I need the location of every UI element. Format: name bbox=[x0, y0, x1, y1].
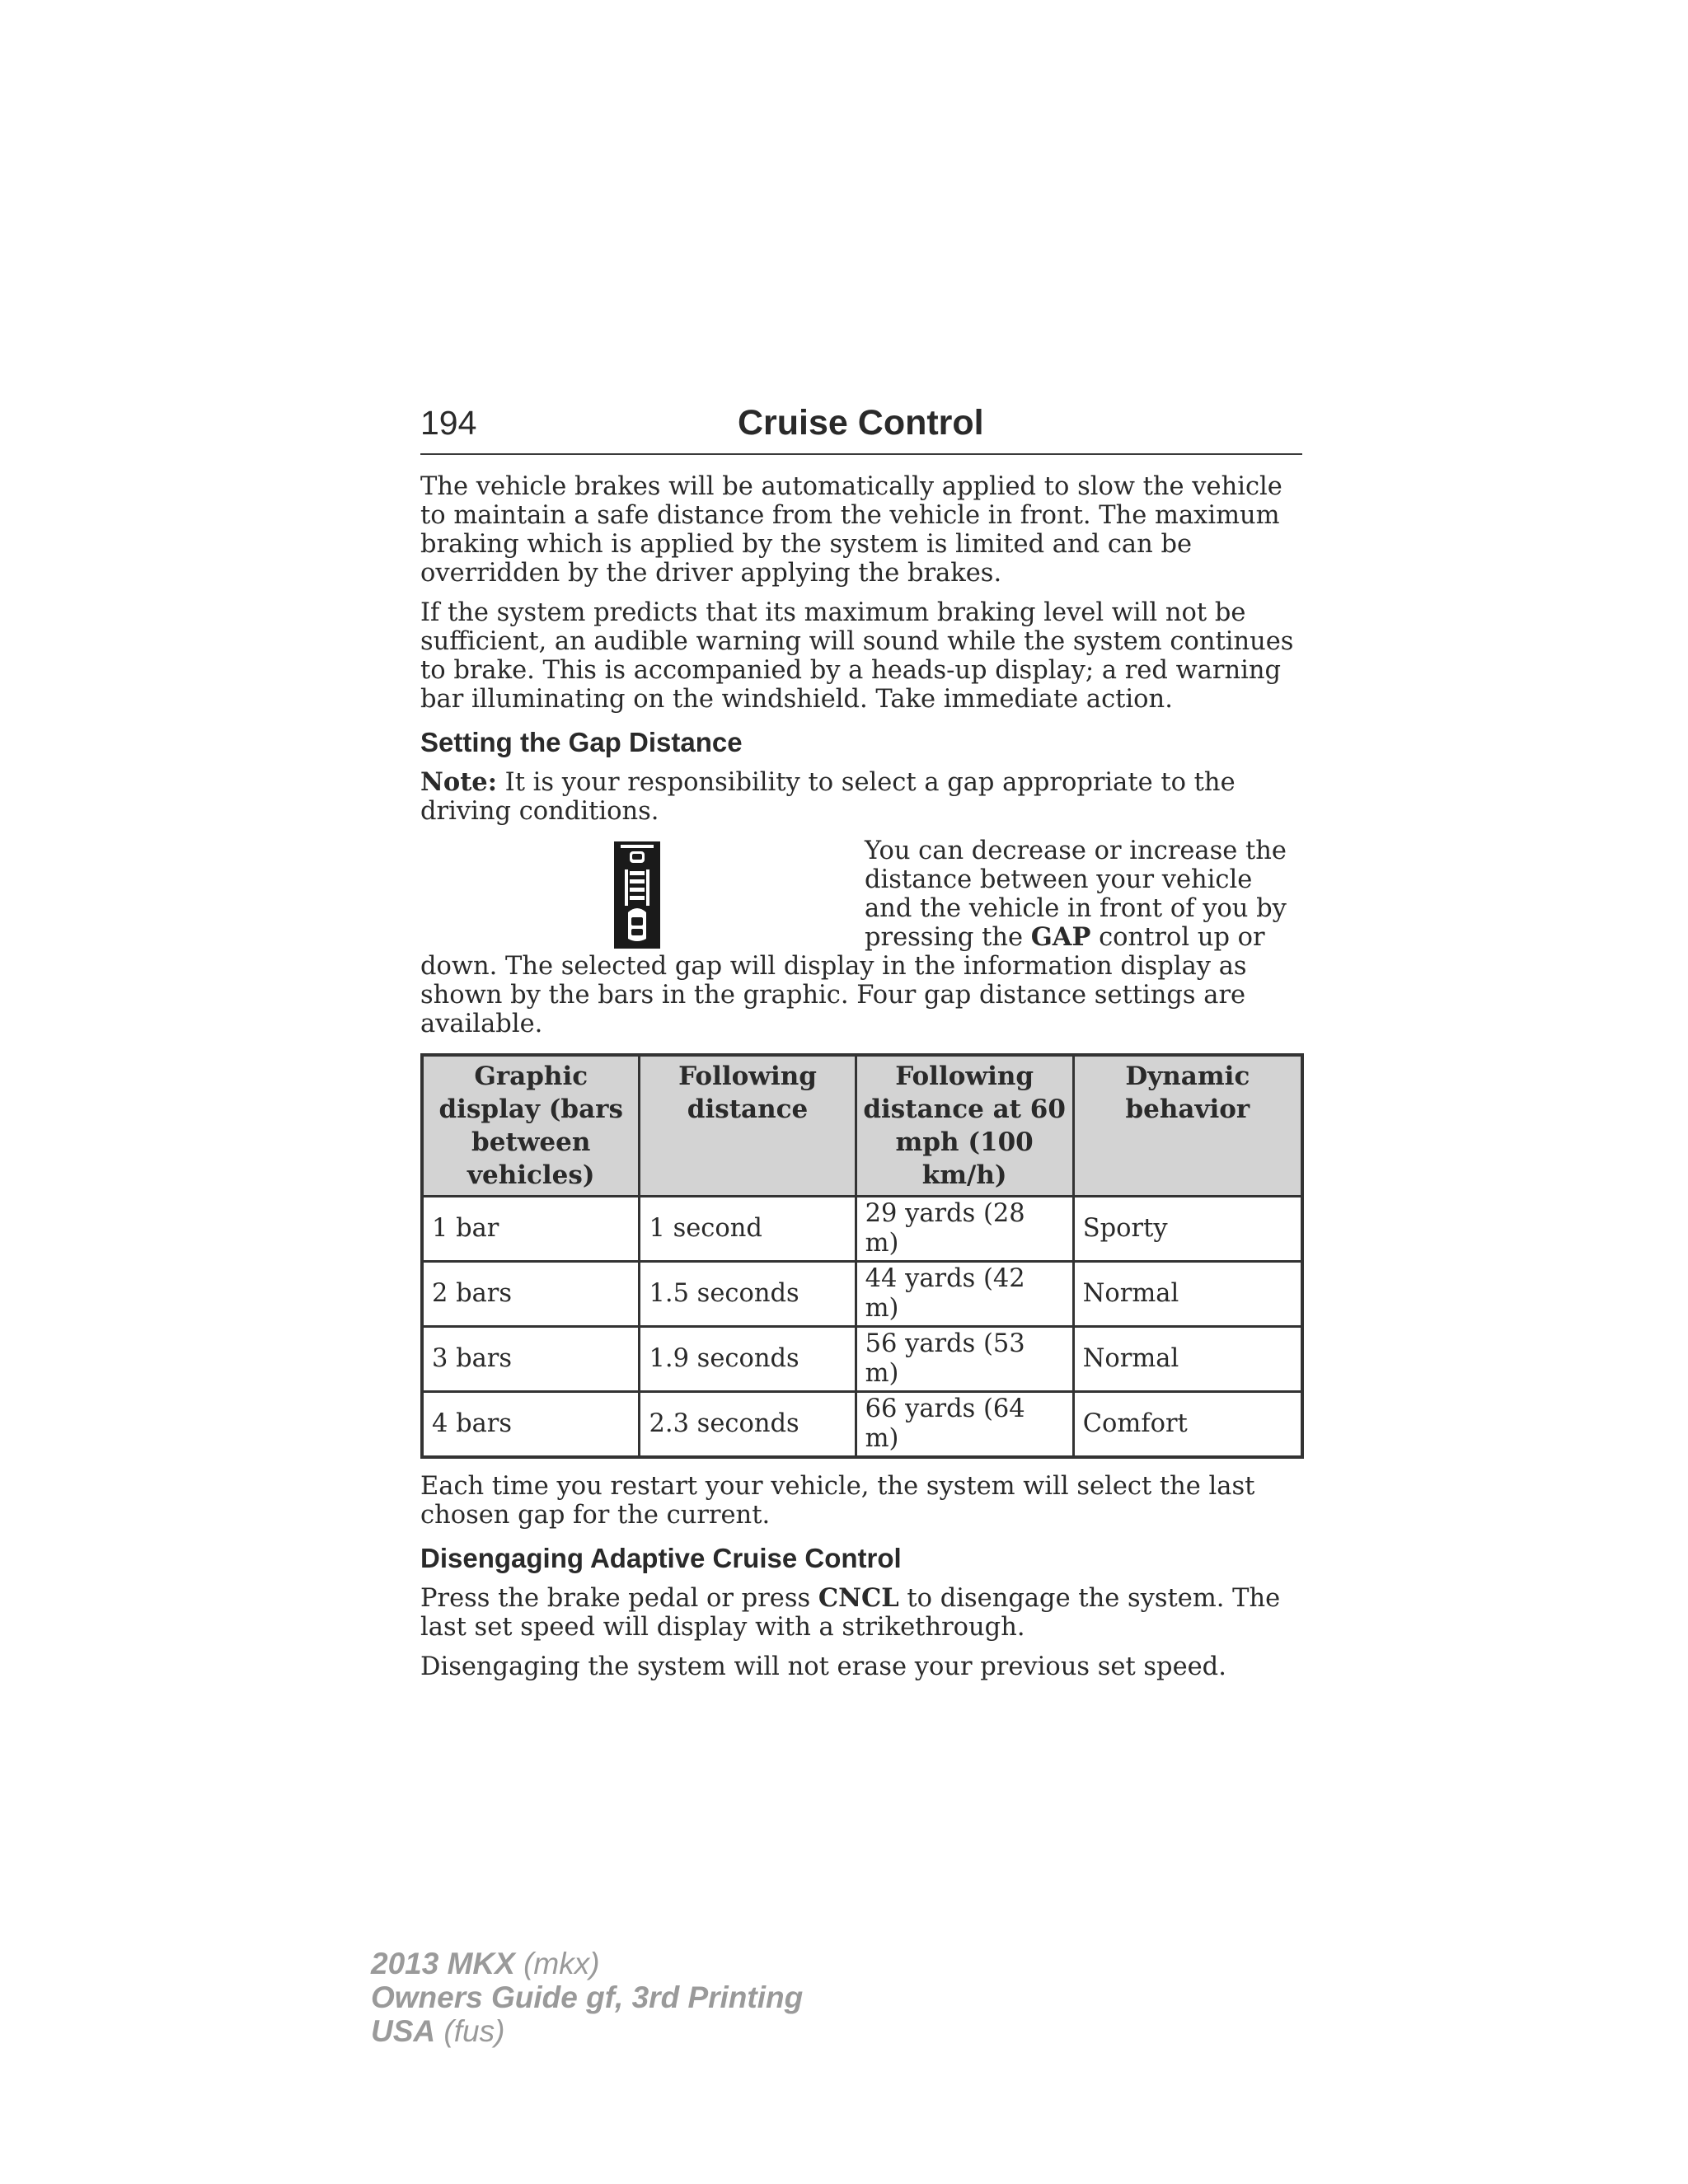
table-row bbox=[422, 1197, 1302, 1262]
gap-control-label: GAP bbox=[1030, 922, 1091, 952]
cell-dynamic-behavior: Sporty bbox=[1073, 1197, 1302, 1262]
page-number: 194 bbox=[420, 404, 477, 442]
footer-region-line bbox=[371, 2014, 803, 2048]
press-text-before: Press the brake pedal or press bbox=[420, 1584, 818, 1613]
page-header bbox=[420, 399, 1302, 455]
footer-model-code: (mkx) bbox=[514, 1947, 600, 1980]
cell-bars: 3 bars bbox=[422, 1327, 640, 1392]
heading-setting-gap-distance: Setting the Gap Distance bbox=[420, 727, 743, 757]
header-following-distance-60mph: Following distance at 60 mph (100 km/h) bbox=[856, 1055, 1073, 1197]
header-dynamic-behavior: Dynamic behavior bbox=[1073, 1055, 1302, 1197]
cell-dynamic-behavior: Normal bbox=[1073, 1327, 1302, 1392]
footer-region-code: (fus) bbox=[435, 2014, 505, 2048]
table-row bbox=[422, 1262, 1302, 1327]
cell-distance-60mph: 66 yards (64 m) bbox=[856, 1392, 1073, 1458]
table-row bbox=[422, 1327, 1302, 1392]
footer-guide-line: Owners Guide gf, 3rd Printing bbox=[371, 1980, 804, 2014]
cell-following-distance: 1.9 seconds bbox=[640, 1327, 856, 1392]
paragraph-braking-warning: If the system predicts that its maximum braking level will not be sufficient, an audible warning will sound while the system continues to brake. This is accompanied by a heads-up display; a red warning bar illuminating on the windshield. Take immediate action. bbox=[420, 598, 1294, 714]
cell-distance-60mph: 29 yards (28 m) bbox=[856, 1197, 1073, 1262]
footer-model-line bbox=[371, 1947, 803, 1980]
cell-dynamic-behavior: Comfort bbox=[1073, 1392, 1302, 1458]
cell-bars: 2 bars bbox=[422, 1262, 640, 1327]
page-footer bbox=[371, 1947, 803, 2048]
footer-model: 2013 MKX bbox=[371, 1947, 515, 1980]
header-graphic-display: Graphic display (bars between vehicles) bbox=[422, 1055, 640, 1197]
page-content bbox=[420, 472, 1302, 1692]
press-text-after: to disengage the system. The last set speed will display with a strikethrough. bbox=[420, 1584, 1281, 1642]
cell-distance-60mph: 56 yards (53 m) bbox=[856, 1327, 1073, 1392]
cell-dynamic-behavior: Normal bbox=[1073, 1262, 1302, 1327]
gap-figure-block bbox=[420, 837, 1302, 1038]
paragraph-press-brake bbox=[420, 1584, 1302, 1642]
section-title: Cruise Control bbox=[738, 403, 984, 443]
cell-distance-60mph: 44 yards (42 m) bbox=[856, 1262, 1073, 1327]
paragraph-auto-braking: The vehicle brakes will be automatically applied to slow the vehicle to maintain a safe distance from the vehicle in front. The maximum braking which is applied by the system is limited and can be overridden by the driver applying the brakes. bbox=[420, 472, 1282, 588]
table-header-row bbox=[422, 1055, 1302, 1197]
table-row bbox=[422, 1392, 1302, 1458]
gap-distance-bars-icon bbox=[614, 841, 660, 949]
header-following-distance: Following distance bbox=[640, 1055, 856, 1197]
gap-text-after: control up or down. The selected gap will display in the information display as shown by the bars in the graphic. Four gap distance settings are available. bbox=[420, 923, 1265, 1038]
cell-following-distance: 1.5 seconds bbox=[640, 1262, 856, 1327]
cell-following-distance: 2.3 seconds bbox=[640, 1392, 856, 1458]
gap-settings-table bbox=[420, 1053, 1304, 1459]
paragraph-disengage-note: Disengaging the system will not erase your previous set speed. bbox=[420, 1652, 1226, 1681]
cell-bars: 4 bars bbox=[422, 1392, 640, 1458]
cell-following-distance: 1 second bbox=[640, 1197, 856, 1262]
gap-description bbox=[420, 837, 1302, 1038]
cell-bars: 1 bar bbox=[422, 1197, 640, 1262]
note-text: It is your responsibility to select a gap appropriate to the driving conditions. bbox=[420, 768, 1236, 826]
footer-region: USA bbox=[371, 2014, 436, 2048]
cncl-control-label: CNCL bbox=[818, 1583, 899, 1613]
gap-text-before: You can decrease or increase the distance between your vehicle and the vehicle in front of you by pressing the bbox=[865, 837, 1287, 952]
note-paragraph bbox=[420, 768, 1302, 826]
heading-disengaging: Disengaging Adaptive Cruise Control bbox=[420, 1543, 902, 1573]
paragraph-restart: Each time you restart your vehicle, the system will select the last chosen gap for the current. bbox=[420, 1472, 1255, 1530]
note-label: Note: bbox=[420, 767, 497, 797]
